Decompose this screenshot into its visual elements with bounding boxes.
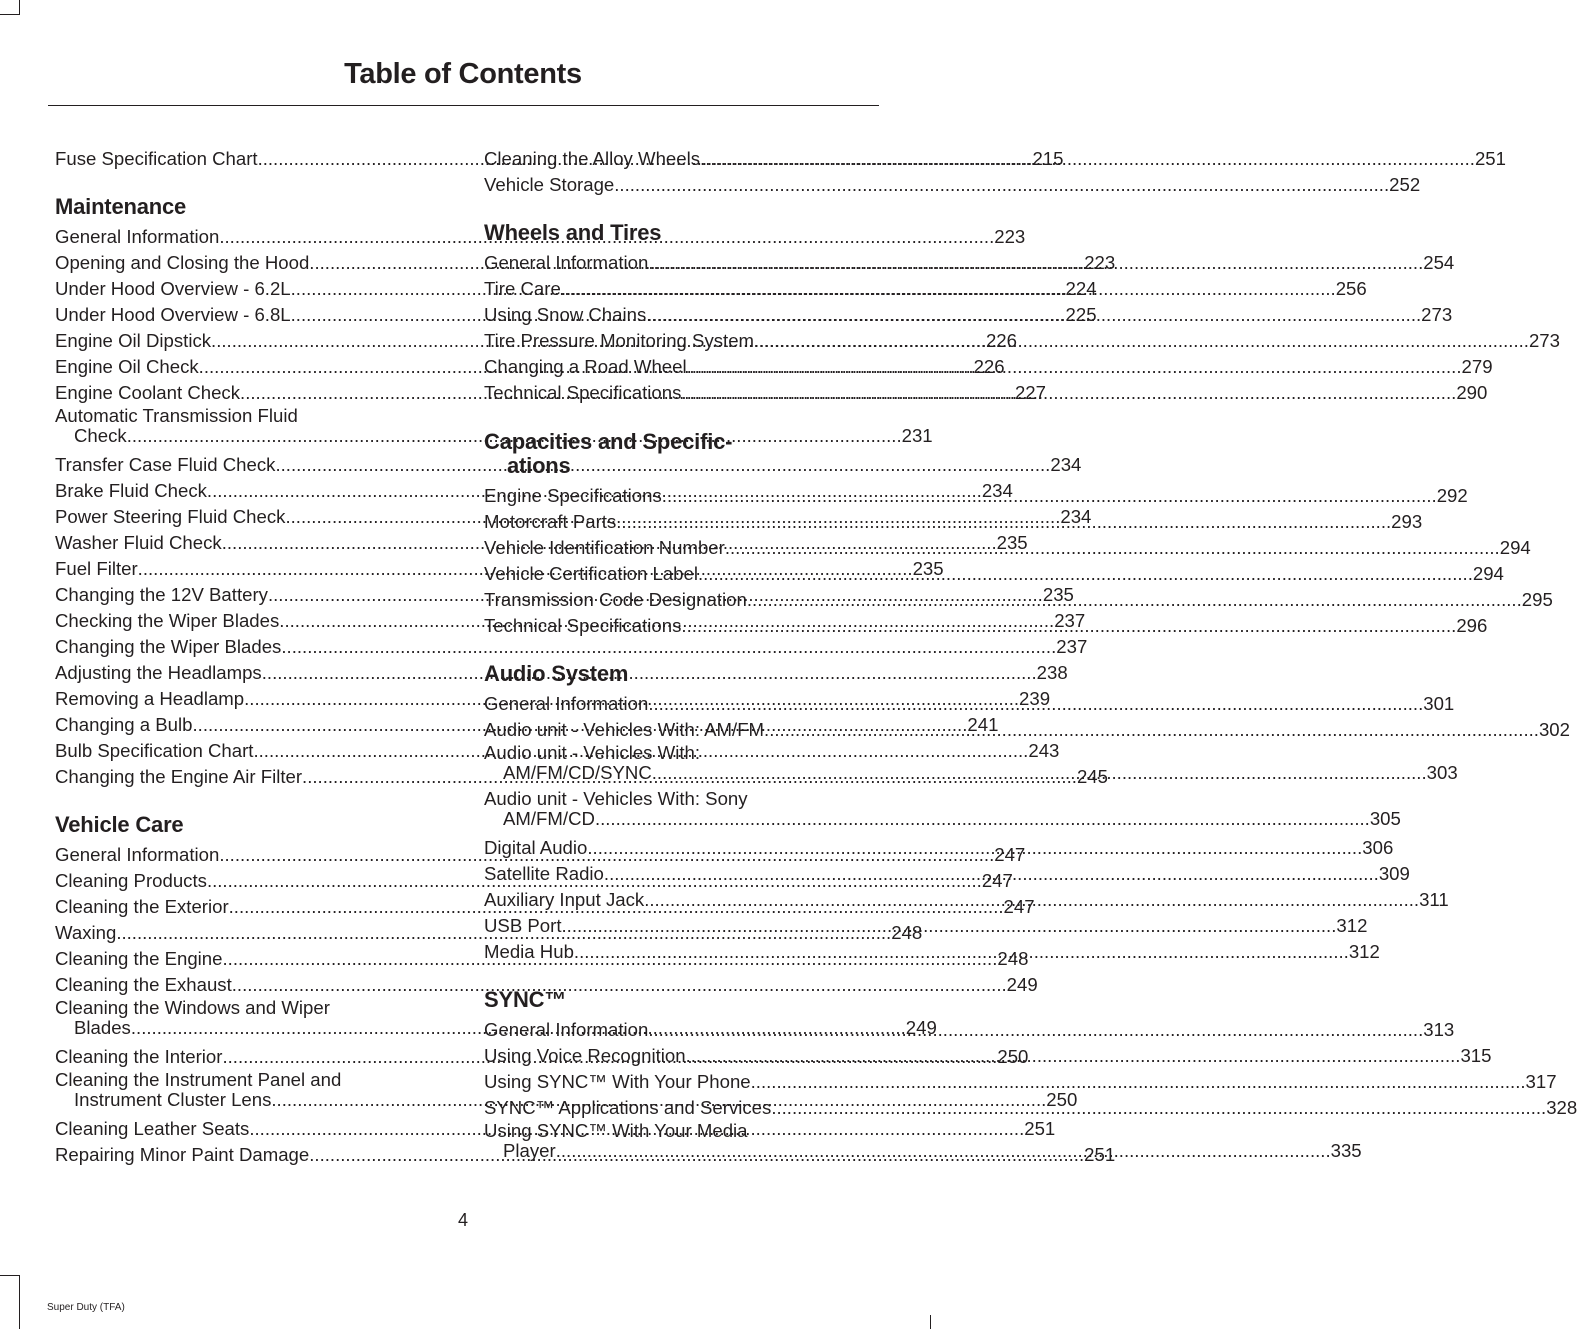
toc-entry-label: Check — [74, 425, 127, 446]
toc-entry-page: 273 — [1421, 304, 1453, 325]
crop-mark — [0, 14, 19, 15]
toc-entry-label: Audio unit - Vehicles With: AM/FM — [484, 719, 765, 740]
dot-leader — [648, 691, 1423, 717]
dot-leader — [687, 354, 1462, 380]
toc-entry-label: Under Hood Overview - 6.8L — [55, 304, 291, 325]
toc-entry-label: Using Snow Chains — [484, 304, 647, 325]
toc-entry[interactable] — [484, 1069, 1557, 1095]
toc-entry-label: General Information — [484, 1019, 649, 1040]
toc-entry-label: Cleaning the Alloy Wheels — [484, 148, 701, 169]
crop-mark — [930, 1315, 931, 1329]
toc-entry-page: 225 — [1065, 304, 1097, 325]
dot-leader — [751, 1069, 1526, 1095]
toc-entry-page: 250 — [997, 1046, 1029, 1067]
toc-entry-page: 315 — [1460, 1045, 1492, 1066]
toc-entry-page: 247 — [1003, 896, 1035, 917]
toc-entry-page: 305 — [1369, 808, 1401, 829]
toc-entry-label: Vehicle Storage — [484, 174, 615, 195]
toc-entry-label: Cleaning the Windows and Wiper — [55, 997, 330, 1018]
toc-entry-label: Cleaning the Instrument Panel and — [55, 1069, 342, 1090]
dot-leader — [747, 587, 1522, 613]
dot-leader — [648, 1017, 1423, 1043]
toc-entry-label: Transfer Case Fluid Check — [55, 454, 276, 475]
toc-entry-label: Changing the Wiper Blades — [55, 636, 282, 657]
toc-entry-label: General Information — [55, 226, 220, 247]
toc-entry-label: Fuse Specification Chart — [55, 148, 258, 169]
toc-entry-label: Checking the Wiper Blades — [55, 610, 280, 631]
dot-leader — [614, 172, 1389, 198]
toc-entry-page: 234 — [981, 480, 1013, 501]
toc-entry-page: 251 — [1084, 1144, 1116, 1165]
section-heading-capacities-line1: Capacities and Specific- — [484, 429, 733, 454]
toc-entry-page: 303 — [1426, 762, 1458, 783]
toc-entry[interactable] — [484, 172, 1421, 198]
toc-entry-page: 328 — [1546, 1097, 1577, 1118]
toc-entry-label: Changing a Bulb — [55, 714, 193, 735]
toc-entry-label: Cleaning the Engine — [55, 948, 223, 969]
toc-entry-page: 292 — [1436, 485, 1468, 506]
dot-leader — [644, 887, 1419, 913]
toc-entry-label: Digital Audio — [484, 837, 588, 858]
toc-entry-page: 313 — [1423, 1019, 1455, 1040]
toc-entry-page: 309 — [1378, 863, 1410, 884]
title-rule — [48, 105, 879, 106]
toc-entry-page: 245 — [1076, 766, 1108, 787]
toc-entry-page: 312 — [1348, 941, 1380, 962]
toc-entry-page: 247 — [994, 844, 1026, 865]
section-heading-audio-system: Audio System — [484, 661, 629, 686]
toc-entry-label: SYNC™ Applications and Services — [484, 1097, 772, 1118]
toc-entry-page: 306 — [1362, 837, 1394, 858]
toc-entry-label: Vehicle Certification Label — [484, 563, 698, 584]
toc-entry-label: Brake Fluid Check — [55, 480, 207, 501]
toc-entry-label: General Information — [484, 693, 649, 714]
toc-entry-label: Automatic Transmission Fluid — [55, 405, 298, 426]
toc-entry-page: 235 — [1042, 584, 1074, 605]
toc-entry-page: 250 — [1046, 1089, 1078, 1110]
toc-entry-page: 226 — [985, 330, 1017, 351]
toc-entry-page: 249 — [1006, 974, 1038, 995]
toc-entry-page: 238 — [1036, 662, 1068, 683]
toc-entry-label: Waxing — [55, 922, 117, 943]
toc-entry-page: 215 — [1032, 148, 1064, 169]
toc-entry-label: Technical Specifications — [484, 382, 682, 403]
section-heading-capacities — [484, 430, 872, 478]
dot-leader — [595, 809, 1370, 829]
dot-leader — [648, 250, 1423, 276]
toc-entry-label: Audio unit - Vehicles With: — [484, 742, 700, 763]
toc-entry-page: 226 — [973, 356, 1005, 377]
toc-entry-label: Removing a Headlamp — [55, 688, 245, 709]
toc-entry-page: 296 — [1456, 615, 1488, 636]
toc-entry-page: 223 — [1084, 252, 1116, 273]
toc-entry-label: Player — [503, 1140, 556, 1161]
toc-entry-label: Bulb Specification Chart — [55, 740, 254, 761]
section-heading-sync: SYNC™ — [484, 987, 567, 1012]
toc-entry-label: Adjusting the Headlamps — [55, 662, 262, 683]
toc-entry-label: General Information — [55, 844, 220, 865]
page-number: 4 — [457, 1210, 468, 1230]
toc-entry-label: Fuel Filter — [55, 558, 138, 579]
toc-entry-label: Repairing Minor Paint Damage — [55, 1144, 310, 1165]
dot-leader — [662, 483, 1437, 509]
dot-leader — [686, 1043, 1461, 1069]
toc-entry-label: Washer Fluid Check — [55, 532, 222, 553]
toc-entry-page: 295 — [1521, 589, 1553, 610]
toc-entry-page: 311 — [1419, 889, 1449, 910]
toc-entry-label: Satellite Radio — [484, 863, 604, 884]
toc-entry-page: 231 — [901, 425, 933, 446]
toc-entry-page: 294 — [1472, 563, 1504, 584]
toc-entry-label: Using SYNC™ With Your Media — [484, 1120, 748, 1141]
toc-entry-label: Technical Specifications — [484, 615, 682, 636]
toc-entry-page: 252 — [1389, 174, 1421, 195]
toc-entry-page: 224 — [1065, 278, 1097, 299]
toc-entry-page: 256 — [1335, 278, 1367, 299]
toc-entry-page: 312 — [1336, 915, 1368, 936]
toc-entry-label: Auxiliary Input Jack — [484, 889, 645, 910]
toc-entry-page: 279 — [1461, 356, 1493, 377]
crop-mark — [19, 0, 20, 15]
dot-leader — [771, 1095, 1546, 1121]
toc-entry-label: Using SYNC™ With Your Phone — [484, 1071, 751, 1092]
dot-leader — [700, 146, 1475, 172]
section-heading-wheels-and-tires: Wheels and Tires — [484, 220, 662, 245]
toc-entry-label: Media Hub — [484, 941, 574, 962]
toc-entry-label: Motorcraft Parts — [484, 511, 617, 532]
dot-leader — [646, 302, 1421, 328]
toc-entry-label: USB Port — [484, 915, 562, 936]
dot-leader — [681, 613, 1456, 639]
dot-leader — [556, 1141, 1331, 1161]
section-heading-capacities-line2: ations — [507, 453, 571, 478]
toc-entry-page: 273 — [1528, 330, 1560, 351]
toc-entry-label: Engine Oil Dipstick — [55, 330, 212, 351]
toc-entry-label: Under Hood Overview - 6.2L — [55, 278, 291, 299]
toc-entry-page: 248 — [997, 948, 1029, 969]
toc-entry-label: Changing a Road Wheel — [484, 356, 687, 377]
toc-entry-page: 243 — [1028, 740, 1060, 761]
dot-leader — [587, 835, 1362, 861]
toc-entry-label: Tire Care — [484, 278, 561, 299]
toc-entry-page: 241 — [967, 714, 999, 735]
toc-entry-page: 290 — [1456, 382, 1488, 403]
toc-entry-page: 237 — [1054, 610, 1086, 631]
toc-entry-page: 251 — [1474, 148, 1506, 169]
dot-leader — [561, 276, 1336, 302]
toc-entry[interactable] — [484, 788, 1401, 829]
dot-leader — [754, 328, 1529, 354]
toc-entry-page: 254 — [1423, 252, 1455, 273]
toc-entry-page: 317 — [1525, 1071, 1557, 1092]
toc-entry-label: AM/FM/CD — [503, 808, 595, 829]
toc-entry-page: 237 — [1056, 636, 1088, 657]
toc-entry[interactable] — [55, 972, 1038, 998]
crop-mark — [0, 1275, 19, 1276]
toc-entry-page: 239 — [1019, 688, 1051, 709]
toc-entry-page: 335 — [1330, 1140, 1362, 1161]
dot-leader — [562, 913, 1337, 939]
dot-leader — [652, 763, 1427, 783]
toc-entry-page: 302 — [1538, 719, 1570, 740]
toc-entry-label: Cleaning the Exterior — [55, 896, 229, 917]
toc-entry-label: Changing the Engine Air Filter — [55, 766, 303, 787]
toc-entry-label: Engine Specifications — [484, 485, 662, 506]
dot-leader — [725, 535, 1500, 561]
toc-entry-label: Power Steering Fluid Check — [55, 506, 286, 527]
toc-entry-page: 251 — [1024, 1118, 1056, 1139]
toc-entry-page: 247 — [981, 870, 1013, 891]
toc-entry-label: Engine Oil Check — [55, 356, 199, 377]
toc-entry-page: 227 — [1014, 382, 1046, 403]
toc-entry-page: 301 — [1423, 693, 1455, 714]
section-heading-vehicle-care: Vehicle Care — [55, 812, 184, 837]
toc-entry-label: Cleaning Products — [55, 870, 207, 891]
section-heading-maintenance: Maintenance — [55, 194, 187, 219]
toc-entry-label: Audio unit - Vehicles With: Sony — [484, 788, 748, 809]
toc-entry-label: Changing the 12V Battery — [55, 584, 268, 605]
toc-entry-page: 294 — [1499, 537, 1531, 558]
toc-entry-page: 234 — [1060, 506, 1092, 527]
toc-entry-label: AM/FM/CD/SYNC — [503, 762, 652, 783]
dot-leader — [574, 939, 1349, 965]
toc-entry-label: Blades — [74, 1017, 131, 1038]
toc-entry-label: Transmission Code Designation — [484, 589, 747, 610]
toc-entry-label: Tire Pressure Monitoring System — [484, 330, 755, 351]
dot-leader — [604, 861, 1379, 887]
toc-entry-label: Opening and Closing the Hood — [55, 252, 310, 273]
toc-entry-label: Engine Coolant Check — [55, 382, 241, 403]
toc-entry-page: 235 — [912, 558, 944, 579]
page-title: Table of Contents — [344, 58, 582, 90]
toc-entry-page: 293 — [1391, 511, 1423, 532]
toc-entry-page: 234 — [1050, 454, 1082, 475]
dot-leader — [616, 509, 1391, 535]
toc-entry-label: Using Voice Recognition — [484, 1045, 686, 1066]
crop-mark — [19, 1275, 20, 1329]
dot-leader — [698, 561, 1473, 587]
footer-text: Super Duty (TFA) — [47, 1302, 125, 1313]
toc-entry-label: Cleaning the Exhaust — [55, 974, 232, 995]
toc-entry-label: General Information — [484, 252, 649, 273]
toc-entry-page: 223 — [994, 226, 1026, 247]
toc-entry-page: 248 — [891, 922, 923, 943]
dot-leader — [681, 380, 1456, 406]
dot-leader — [764, 717, 1539, 743]
toc-entry[interactable] — [55, 634, 1088, 660]
toc-entry-label: Cleaning the Interior — [55, 1046, 223, 1067]
toc-entry-label: Cleaning Leather Seats — [55, 1118, 250, 1139]
toc-entry-page: 235 — [996, 532, 1028, 553]
toc-entry-page: 249 — [905, 1017, 937, 1038]
toc-entry-label: Instrument Cluster Lens — [74, 1089, 272, 1110]
toc-entry-label: Vehicle Identification Number — [484, 537, 725, 558]
